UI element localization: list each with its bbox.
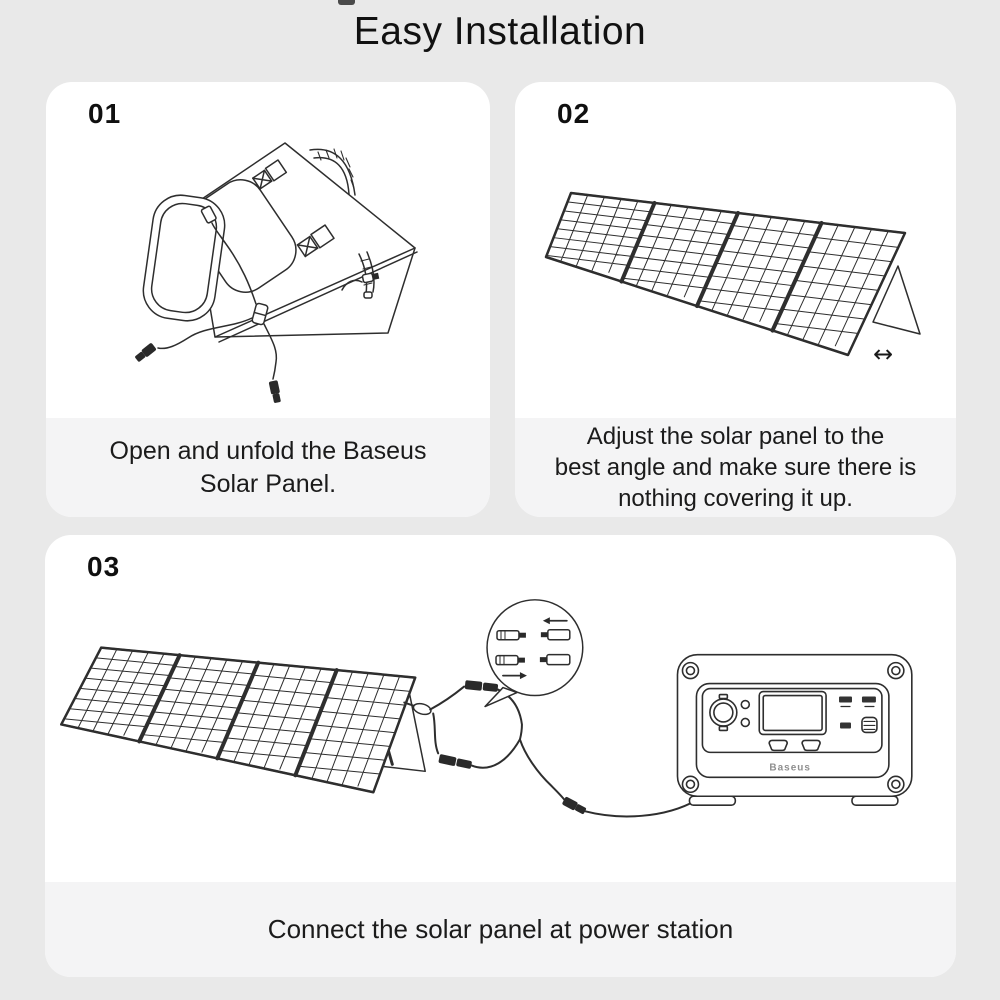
mc4-connector-pair-bottom [438,754,472,770]
caption-line: Connect the solar panel at power station [267,913,734,944]
panel-to-power-station-drawing [45,535,956,882]
step-number-01: 01 [88,98,122,129]
step-03-illustration [45,535,956,882]
caption-line: Solar Panel. [199,469,337,498]
step-number-03: 03 [87,551,121,582]
caption-line: best angle and make sure there is [554,453,917,481]
cable-right [264,324,276,379]
connector-callout-bubble [485,600,583,707]
caption-line: Adjust the solar panel to the [586,422,885,450]
brand-label: Baseus [769,762,811,774]
step-02-caption-panel [515,418,956,517]
step-01-illustration [46,82,490,418]
mc4-connector-right [269,380,282,403]
angle-adjust-arrow-icon: ↔ [872,340,894,368]
step-number-02: 02 [557,98,591,129]
step-02-illustration [515,82,956,418]
step-card-02 [515,82,956,517]
step-card-03 [45,535,956,977]
mc4-connector-left [134,342,157,363]
cropped-artifact [338,0,355,5]
foot-left [689,796,735,805]
power-station [677,655,911,806]
step-card-01 [46,82,490,517]
caption-line: Open and unfold the Baseus [109,436,427,465]
inline-connector [562,796,587,815]
page-title: Easy Installation [353,10,647,53]
mc4-connector-pair-top [465,680,499,692]
unfolded-solar-panel-drawing [515,82,956,418]
step-03-caption-panel [45,882,956,977]
foot-right [852,796,898,805]
caption-line: nothing covering it up. [618,485,853,513]
folded-solar-panel-drawing [46,82,490,418]
step-01-caption-panel [46,418,490,517]
